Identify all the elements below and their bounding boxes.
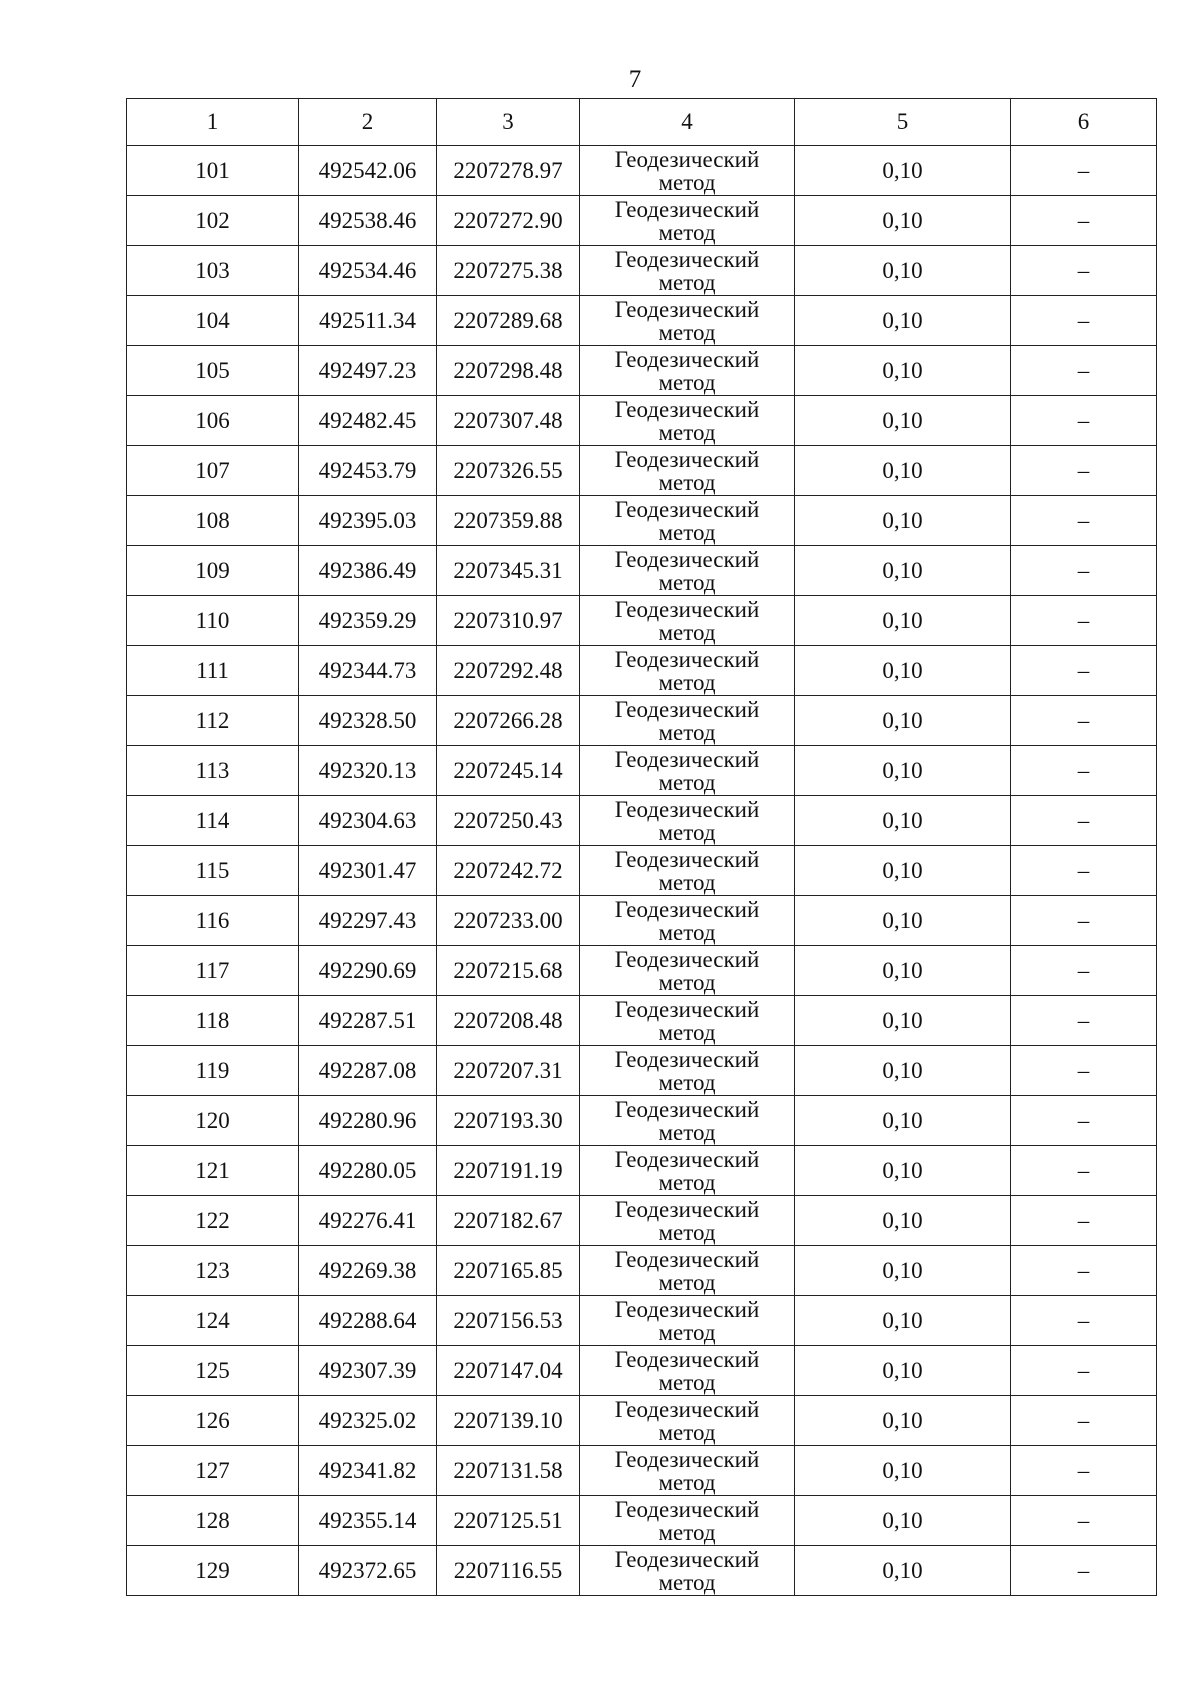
table-row [127, 246, 1157, 296]
method-text-line2: метод [658, 1019, 716, 1045]
table-row [127, 396, 1157, 446]
method-text-line1: Геодезический [614, 996, 760, 1022]
method-cell [580, 546, 795, 596]
note-cell: – [1011, 446, 1157, 496]
x-coordinate-cell: 492344.73 [299, 646, 437, 696]
x-coordinate-cell: 492453.79 [299, 446, 437, 496]
accuracy-cell: 0,10 [795, 246, 1011, 296]
y-coordinate-cell: 2207250.43 [437, 796, 580, 846]
table-row [127, 1546, 1157, 1596]
y-coordinate-cell: 2207298.48 [437, 346, 580, 396]
table-row [127, 646, 1157, 696]
table-row [127, 1496, 1157, 1546]
method-text-line1: Геодезический [614, 196, 760, 222]
table-body [127, 146, 1157, 1596]
y-coordinate-cell: 2207310.97 [437, 596, 580, 646]
method-text-line1: Геодезический [614, 496, 760, 522]
y-coordinate-cell: 2207125.51 [437, 1496, 580, 1546]
method-text-line2: метод [658, 719, 716, 745]
point-number-cell: 103 [127, 246, 299, 296]
method-cell [580, 1146, 795, 1196]
method-text-line1: Геодезический [614, 696, 760, 722]
note-cell: – [1011, 696, 1157, 746]
method-cell [580, 1196, 795, 1246]
table-row [127, 496, 1157, 546]
table-row [127, 1296, 1157, 1346]
method-text-line1: Геодезический [614, 246, 760, 272]
point-number-cell: 118 [127, 996, 299, 1046]
x-coordinate-cell: 492325.02 [299, 1396, 437, 1446]
table-row [127, 746, 1157, 796]
x-coordinate-cell: 492359.29 [299, 596, 437, 646]
note-cell: – [1011, 246, 1157, 296]
method-text-line2: метод [658, 669, 716, 695]
method-text-line2: метод [658, 169, 716, 195]
point-number-cell: 113 [127, 746, 299, 796]
table-row [127, 696, 1157, 746]
accuracy-cell: 0,10 [795, 1096, 1011, 1146]
point-number-cell: 129 [127, 1546, 299, 1596]
y-coordinate-cell: 2207193.30 [437, 1096, 580, 1146]
method-text-line2: метод [658, 1519, 716, 1545]
method-text-line1: Геодезический [614, 646, 760, 672]
accuracy-cell: 0,10 [795, 946, 1011, 996]
method-cell [580, 1496, 795, 1546]
y-coordinate-cell: 2207275.38 [437, 246, 580, 296]
note-cell: – [1011, 996, 1157, 1046]
method-cell [580, 1296, 795, 1346]
method-text-line1: Геодезический [614, 1346, 760, 1372]
point-number-cell: 124 [127, 1296, 299, 1346]
method-text-line1: Геодезический [614, 1496, 760, 1522]
table-row [127, 446, 1157, 496]
y-coordinate-cell: 2207233.00 [437, 896, 580, 946]
x-coordinate-cell: 492320.13 [299, 746, 437, 796]
accuracy-cell: 0,10 [795, 646, 1011, 696]
table-row [127, 1046, 1157, 1096]
method-cell [580, 1046, 795, 1096]
method-text-line1: Геодезический [614, 596, 760, 622]
method-text-line2: метод [658, 569, 716, 595]
method-text-line2: метод [658, 1319, 716, 1345]
method-text-line1: Геодезический [614, 896, 760, 922]
table-row [127, 146, 1157, 196]
table-row [127, 846, 1157, 896]
point-number-cell: 114 [127, 796, 299, 846]
table-row [127, 296, 1157, 346]
table-header-row [127, 99, 1157, 146]
x-coordinate-cell: 492269.38 [299, 1246, 437, 1296]
y-coordinate-cell: 2207245.14 [437, 746, 580, 796]
point-number-cell: 106 [127, 396, 299, 446]
table-row [127, 1096, 1157, 1146]
x-coordinate-cell: 492304.63 [299, 796, 437, 846]
x-coordinate-cell: 492341.82 [299, 1446, 437, 1496]
method-cell [580, 496, 795, 546]
accuracy-cell: 0,10 [795, 446, 1011, 496]
coordinates-table [126, 98, 1157, 1596]
method-cell [580, 346, 795, 396]
method-text-line2: метод [658, 419, 716, 445]
y-coordinate-cell: 2207208.48 [437, 996, 580, 1046]
method-text-line1: Геодезический [614, 296, 760, 322]
y-coordinate-cell: 2207289.68 [437, 296, 580, 346]
method-text-line2: метод [658, 369, 716, 395]
table-row [127, 996, 1157, 1046]
point-number-cell: 128 [127, 1496, 299, 1546]
x-coordinate-cell: 492280.96 [299, 1096, 437, 1146]
x-coordinate-cell: 492307.39 [299, 1346, 437, 1396]
method-cell [580, 796, 795, 846]
x-coordinate-cell: 492287.08 [299, 1046, 437, 1096]
method-text-line1: Геодезический [614, 1096, 760, 1122]
note-cell: – [1011, 1146, 1157, 1196]
y-coordinate-cell: 2207307.48 [437, 396, 580, 446]
method-cell [580, 696, 795, 746]
y-coordinate-cell: 2207345.31 [437, 546, 580, 596]
method-cell [580, 446, 795, 496]
note-cell: – [1011, 346, 1157, 396]
y-coordinate-cell: 2207266.28 [437, 696, 580, 746]
method-cell [580, 1096, 795, 1146]
method-text-line2: метод [658, 869, 716, 895]
column-header-6: 6 [1011, 99, 1157, 146]
method-text-line2: метод [658, 1469, 716, 1495]
point-number-cell: 109 [127, 546, 299, 596]
note-cell: – [1011, 146, 1157, 196]
y-coordinate-cell: 2207359.88 [437, 496, 580, 546]
y-coordinate-cell: 2207242.72 [437, 846, 580, 896]
note-cell: – [1011, 1446, 1157, 1496]
note-cell: – [1011, 1246, 1157, 1296]
accuracy-cell: 0,10 [795, 1446, 1011, 1496]
method-text-line2: метод [658, 1069, 716, 1095]
column-header-3: 3 [437, 99, 580, 146]
method-text-line1: Геодезический [614, 1046, 760, 1072]
point-number-cell: 104 [127, 296, 299, 346]
note-cell: – [1011, 1296, 1157, 1346]
note-cell: – [1011, 1396, 1157, 1446]
note-cell: – [1011, 596, 1157, 646]
y-coordinate-cell: 2207165.85 [437, 1246, 580, 1296]
point-number-cell: 123 [127, 1246, 299, 1296]
x-coordinate-cell: 492395.03 [299, 496, 437, 546]
note-cell: – [1011, 746, 1157, 796]
table-row [127, 596, 1157, 646]
accuracy-cell: 0,10 [795, 196, 1011, 246]
note-cell: – [1011, 1046, 1157, 1096]
method-cell [580, 646, 795, 696]
x-coordinate-cell: 492482.45 [299, 396, 437, 446]
x-coordinate-cell: 492372.65 [299, 1546, 437, 1596]
method-text-line2: метод [658, 319, 716, 345]
note-cell: – [1011, 1546, 1157, 1596]
method-text-line2: метод [658, 469, 716, 495]
method-cell [580, 296, 795, 346]
table-row [127, 1446, 1157, 1496]
method-text-line2: метод [658, 619, 716, 645]
accuracy-cell: 0,10 [795, 896, 1011, 946]
method-text-line1: Геодезический [614, 746, 760, 772]
accuracy-cell: 0,10 [795, 846, 1011, 896]
method-text-line2: метод [658, 269, 716, 295]
table-row [127, 546, 1157, 596]
note-cell: – [1011, 296, 1157, 346]
x-coordinate-cell: 492328.50 [299, 696, 437, 746]
method-text-line1: Геодезический [614, 1146, 760, 1172]
y-coordinate-cell: 2207139.10 [437, 1396, 580, 1446]
accuracy-cell: 0,10 [795, 546, 1011, 596]
method-cell [580, 746, 795, 796]
method-text-line1: Геодезический [614, 1446, 760, 1472]
point-number-cell: 111 [127, 646, 299, 696]
method-text-line2: метод [658, 1219, 716, 1245]
method-text-line1: Геодезический [614, 146, 760, 172]
table-row [127, 1396, 1157, 1446]
method-text-line1: Геодезический [614, 546, 760, 572]
point-number-cell: 115 [127, 846, 299, 896]
x-coordinate-cell: 492290.69 [299, 946, 437, 996]
x-coordinate-cell: 492287.51 [299, 996, 437, 1046]
column-header-4: 4 [580, 99, 795, 146]
x-coordinate-cell: 492301.47 [299, 846, 437, 896]
method-text-line1: Геодезический [614, 396, 760, 422]
method-text-line1: Геодезический [614, 946, 760, 972]
method-cell [580, 146, 795, 196]
point-number-cell: 127 [127, 1446, 299, 1496]
point-number-cell: 126 [127, 1396, 299, 1446]
method-cell [580, 846, 795, 896]
point-number-cell: 125 [127, 1346, 299, 1396]
method-text-line2: метод [658, 969, 716, 995]
point-number-cell: 117 [127, 946, 299, 996]
accuracy-cell: 0,10 [795, 1296, 1011, 1346]
method-text-line1: Геодезический [614, 796, 760, 822]
note-cell: – [1011, 796, 1157, 846]
note-cell: – [1011, 496, 1157, 546]
accuracy-cell: 0,10 [795, 396, 1011, 446]
method-text-line2: метод [658, 219, 716, 245]
accuracy-cell: 0,10 [795, 1246, 1011, 1296]
method-text-line2: метод [658, 519, 716, 545]
table-row [127, 1346, 1157, 1396]
accuracy-cell: 0,10 [795, 996, 1011, 1046]
x-coordinate-cell: 492538.46 [299, 196, 437, 246]
note-cell: – [1011, 1196, 1157, 1246]
point-number-cell: 112 [127, 696, 299, 746]
method-cell [580, 946, 795, 996]
method-text-line1: Геодезический [614, 1546, 760, 1572]
note-cell: – [1011, 946, 1157, 996]
x-coordinate-cell: 492355.14 [299, 1496, 437, 1546]
method-text-line2: метод [658, 1569, 716, 1595]
method-text-line2: метод [658, 1169, 716, 1195]
y-coordinate-cell: 2207207.31 [437, 1046, 580, 1096]
y-coordinate-cell: 2207182.67 [437, 1196, 580, 1246]
note-cell: – [1011, 1096, 1157, 1146]
point-number-cell: 107 [127, 446, 299, 496]
method-cell [580, 1446, 795, 1496]
y-coordinate-cell: 2207292.48 [437, 646, 580, 696]
table-row [127, 896, 1157, 946]
accuracy-cell: 0,10 [795, 496, 1011, 546]
method-cell [580, 1396, 795, 1446]
method-text-line1: Геодезический [614, 1296, 760, 1322]
column-header-1: 1 [127, 99, 299, 146]
y-coordinate-cell: 2207131.58 [437, 1446, 580, 1496]
note-cell: – [1011, 846, 1157, 896]
accuracy-cell: 0,10 [795, 1496, 1011, 1546]
y-coordinate-cell: 2207278.97 [437, 146, 580, 196]
y-coordinate-cell: 2207156.53 [437, 1296, 580, 1346]
method-text-line2: метод [658, 1269, 716, 1295]
x-coordinate-cell: 492542.06 [299, 146, 437, 196]
x-coordinate-cell: 492280.05 [299, 1146, 437, 1196]
point-number-cell: 102 [127, 196, 299, 246]
method-text-line2: метод [658, 819, 716, 845]
accuracy-cell: 0,10 [795, 296, 1011, 346]
point-number-cell: 110 [127, 596, 299, 646]
note-cell: – [1011, 196, 1157, 246]
method-text-line1: Геодезический [614, 846, 760, 872]
method-text-line2: метод [658, 919, 716, 945]
x-coordinate-cell: 492497.23 [299, 346, 437, 396]
accuracy-cell: 0,10 [795, 696, 1011, 746]
point-number-cell: 120 [127, 1096, 299, 1146]
point-number-cell: 108 [127, 496, 299, 546]
note-cell: – [1011, 1346, 1157, 1396]
note-cell: – [1011, 546, 1157, 596]
x-coordinate-cell: 492511.34 [299, 296, 437, 346]
table-row [127, 346, 1157, 396]
table-row [127, 946, 1157, 996]
method-cell [580, 196, 795, 246]
accuracy-cell: 0,10 [795, 1146, 1011, 1196]
method-text-line1: Геодезический [614, 1196, 760, 1222]
x-coordinate-cell: 492386.49 [299, 546, 437, 596]
accuracy-cell: 0,10 [795, 1396, 1011, 1446]
table-row [127, 1146, 1157, 1196]
method-cell [580, 896, 795, 946]
point-number-cell: 101 [127, 146, 299, 196]
method-text-line2: метод [658, 1119, 716, 1145]
table-row [127, 796, 1157, 846]
accuracy-cell: 0,10 [795, 346, 1011, 396]
method-cell [580, 1246, 795, 1296]
method-cell [580, 996, 795, 1046]
accuracy-cell: 0,10 [795, 1346, 1011, 1396]
accuracy-cell: 0,10 [795, 146, 1011, 196]
table-row [127, 1196, 1157, 1246]
method-text-line1: Геодезический [614, 1396, 760, 1422]
point-number-cell: 105 [127, 346, 299, 396]
y-coordinate-cell: 2207326.55 [437, 446, 580, 496]
accuracy-cell: 0,10 [795, 1196, 1011, 1246]
method-text-line1: Геодезический [614, 1246, 760, 1272]
note-cell: – [1011, 646, 1157, 696]
note-cell: – [1011, 1496, 1157, 1546]
y-coordinate-cell: 2207215.68 [437, 946, 580, 996]
y-coordinate-cell: 2207272.90 [437, 196, 580, 246]
point-number-cell: 116 [127, 896, 299, 946]
method-cell [580, 1346, 795, 1396]
method-text-line1: Геодезический [614, 446, 760, 472]
table-row [127, 196, 1157, 246]
note-cell: – [1011, 896, 1157, 946]
accuracy-cell: 0,10 [795, 1546, 1011, 1596]
method-text-line1: Геодезический [614, 346, 760, 372]
page-number: 7 [628, 66, 642, 93]
method-cell [580, 246, 795, 296]
table-row [127, 1246, 1157, 1296]
x-coordinate-cell: 492288.64 [299, 1296, 437, 1346]
point-number-cell: 119 [127, 1046, 299, 1096]
accuracy-cell: 0,10 [795, 796, 1011, 846]
method-cell [580, 396, 795, 446]
y-coordinate-cell: 2207191.19 [437, 1146, 580, 1196]
x-coordinate-cell: 492534.46 [299, 246, 437, 296]
accuracy-cell: 0,10 [795, 1046, 1011, 1096]
point-number-cell: 121 [127, 1146, 299, 1196]
method-text-line2: метод [658, 1419, 716, 1445]
method-cell [580, 596, 795, 646]
column-header-5: 5 [795, 99, 1011, 146]
method-text-line2: метод [658, 1369, 716, 1395]
x-coordinate-cell: 492297.43 [299, 896, 437, 946]
x-coordinate-cell: 492276.41 [299, 1196, 437, 1246]
column-header-2: 2 [299, 99, 437, 146]
accuracy-cell: 0,10 [795, 596, 1011, 646]
point-number-cell: 122 [127, 1196, 299, 1246]
y-coordinate-cell: 2207116.55 [437, 1546, 580, 1596]
method-cell [580, 1546, 795, 1596]
accuracy-cell: 0,10 [795, 746, 1011, 796]
note-cell: – [1011, 396, 1157, 446]
y-coordinate-cell: 2207147.04 [437, 1346, 580, 1396]
method-text-line2: метод [658, 769, 716, 795]
